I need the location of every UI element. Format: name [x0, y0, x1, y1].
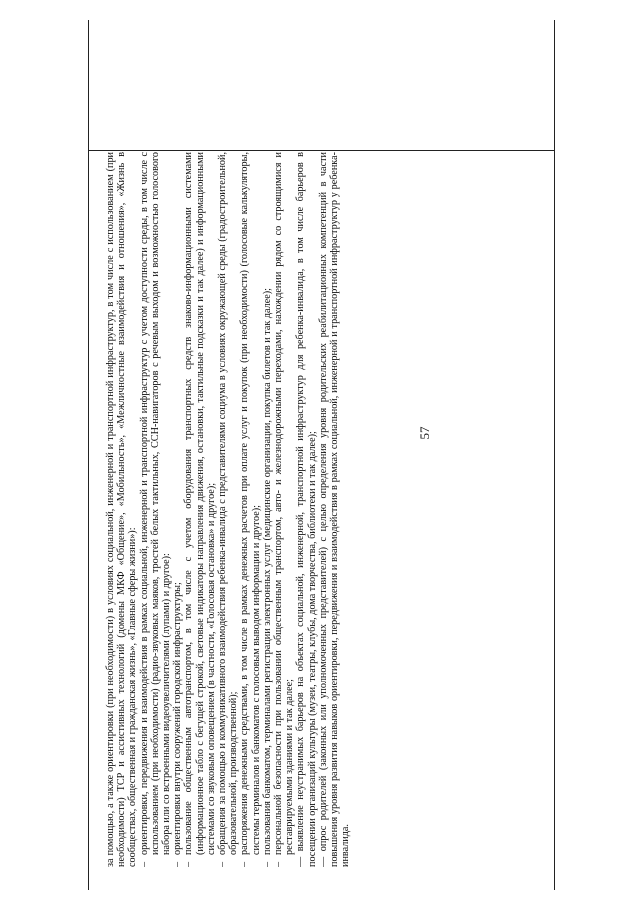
lower-list-item: — выявление неустранимых барьеров на объектах социальной, инженерной, транспортной инфраструктур для ребенка-инвалида, в том числе барьеров в посещении организаций культуры (музеи, театры, клубы, дома творчества, библиотеки и так далее);	[295, 152, 318, 867]
list-item: – персональной безопасности при пользовании общественным транспортом, авто- и железнодорожными переходами, нахождении рядом со строящимися и реставрируемыми зданиями и так далее;	[273, 152, 296, 867]
list-item: – пользование общественным автотранспортом, в том числе с учетом оборудования транспортных средств знаково-информационными системами (информационное табло с бегущей строкой, световые индикаторы направления движения, остановки, тактильные подсказки и так далее) и информационными системами со звуковым оповещением (в частности, «Голосовая остановка» и другое);	[183, 152, 217, 867]
list-item: – ориентировки внутри сооружений городской инфраструктуры;	[172, 582, 184, 867]
lower-list-item: — опрос родителей (законных или уполномоченных представителей) с целью определения уровня родительских реабилитационных компетенций в части повышения уровня развития навыков ориентировки, передвижения и взаимодействия в рамках социальной, инженерной и транспортной инфраструктур у ребенка-инвалида.	[317, 152, 352, 867]
intro-paragraph: за помощью, а также ориентировки (при необходимости) в условиях социальной, инженерной и транспортной инфраструктур, в том числе с использованием (при необходимости) ТСР и ассистивных технологий (домены МКФ «Общение», «Мобильность», «Межличностные взаимодействия и отношения», «Жизнь в сообществах, общественная и гражданская жизнь», «Главные сферы жизни»):	[105, 152, 139, 867]
list-item: – распоряжения денежными средствами, в том числе в рамках денежных расчетов при оплате услуг и покупок (при необходимости) (голосовые калькуляторы, системы терминалов и банкоматов с голосовым выводом информации и другое);	[239, 152, 262, 867]
table-cell-text	[105, 152, 435, 867]
page-number: 57	[417, 426, 432, 440]
list-item: – пользования банкоматом, терминалами регистрации электронных услуг (медицинские организации, покупка билетов и так далее);	[261, 288, 273, 867]
rotated-text-region	[105, 152, 435, 867]
list-item: – обращения за помощью и коммуникативного взаимодействия ребенка-инвалида с представителями социума в условиях окружающей среды (градостроительной, образовательной, производственной);	[217, 152, 240, 867]
list-item: – ориентировки, передвижения и взаимодействия в рамках социальной, инженерной и транспортной инфраструктур с учетом доступности среды, в том числе с использованием (при необходимости) (радио-звуковых маяков, тростей белых тактильных, ССН-навигаторов с речевым выходом и возможностью голосового набора или со встроенными видеоувеличителями (лупами) и другое):	[138, 152, 173, 867]
